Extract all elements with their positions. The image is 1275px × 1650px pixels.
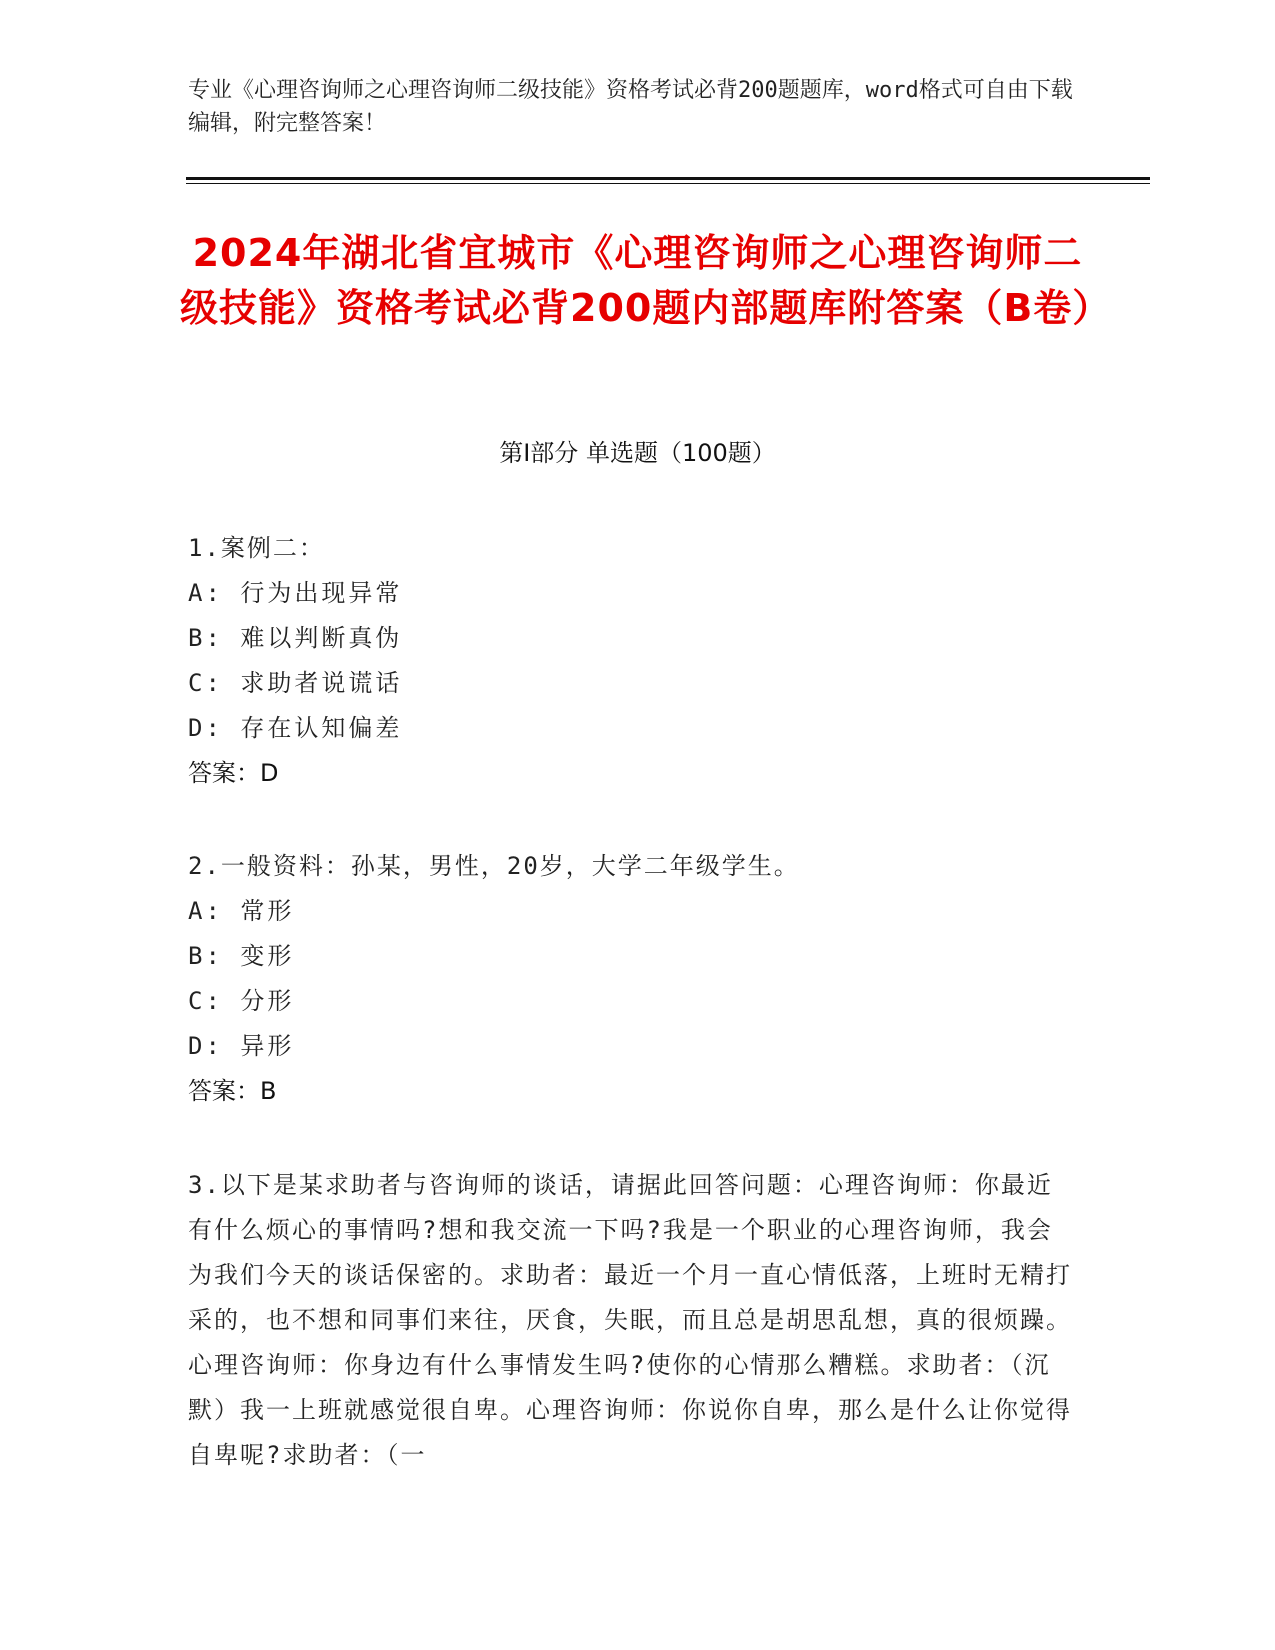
answer-line: 答案：D (188, 759, 279, 787)
question-stem: 3.以下是某求助者与咨询师的谈话，请据此回答问题：心理咨询师：你最近有什么烦心的事情吗?想和我交流一下吗?我是一个职业的心理咨询师，我会为我们今天的谈话保密的。求助者：最近一个月一直心情低落，上班时无精打采的，也不想和同事们来往，厌食，失眠，而且总是胡思乱想，真的很烦躁。心理咨询师：你身边有什么事情发生吗?使你的心情那么糟糕。求助者：（沉默）我一上班就感觉很自卑。心理咨询师：你说你自卑，那么是什么让你觉得自卑呢?求助者：（一 (188, 1171, 1072, 1469)
question-stem: 2.一般资料：孙某，男性，20岁，大学二年级学生。 (188, 852, 800, 880)
option-d: D: 异形 (188, 1032, 295, 1060)
header-divider-thick (186, 177, 1150, 180)
document-title: 2024年湖北省宜城市《心理咨询师之心理咨询师二级技能》资格考试必背200题内部题库附答案（B卷） (180, 231, 1112, 330)
option-c: C: 求助者说谎话 (188, 669, 403, 697)
option-c: C: 分形 (188, 987, 295, 1015)
option-a: A: 常形 (188, 897, 295, 925)
answer-line: 答案：B (188, 1077, 277, 1105)
option-d: D: 存在认知偏差 (188, 714, 403, 742)
option-b: B: 变形 (188, 942, 295, 970)
header-note: 专业《心理咨询师之心理咨询师二级技能》资格考试必背200题题库，word格式可自由下载编辑，附完整答案！ (188, 78, 1073, 136)
question-stem: 1.案例二： (188, 534, 325, 562)
question-item (188, 844, 1073, 1114)
option-a: A: 行为出现异常 (188, 579, 403, 607)
question-item (188, 526, 1073, 796)
question-item (188, 1163, 1073, 1478)
header-divider-thin (186, 183, 1150, 184)
section-title: 第I部分 单选题（100题） (499, 439, 776, 467)
option-b: B: 难以判断真伪 (188, 624, 403, 652)
